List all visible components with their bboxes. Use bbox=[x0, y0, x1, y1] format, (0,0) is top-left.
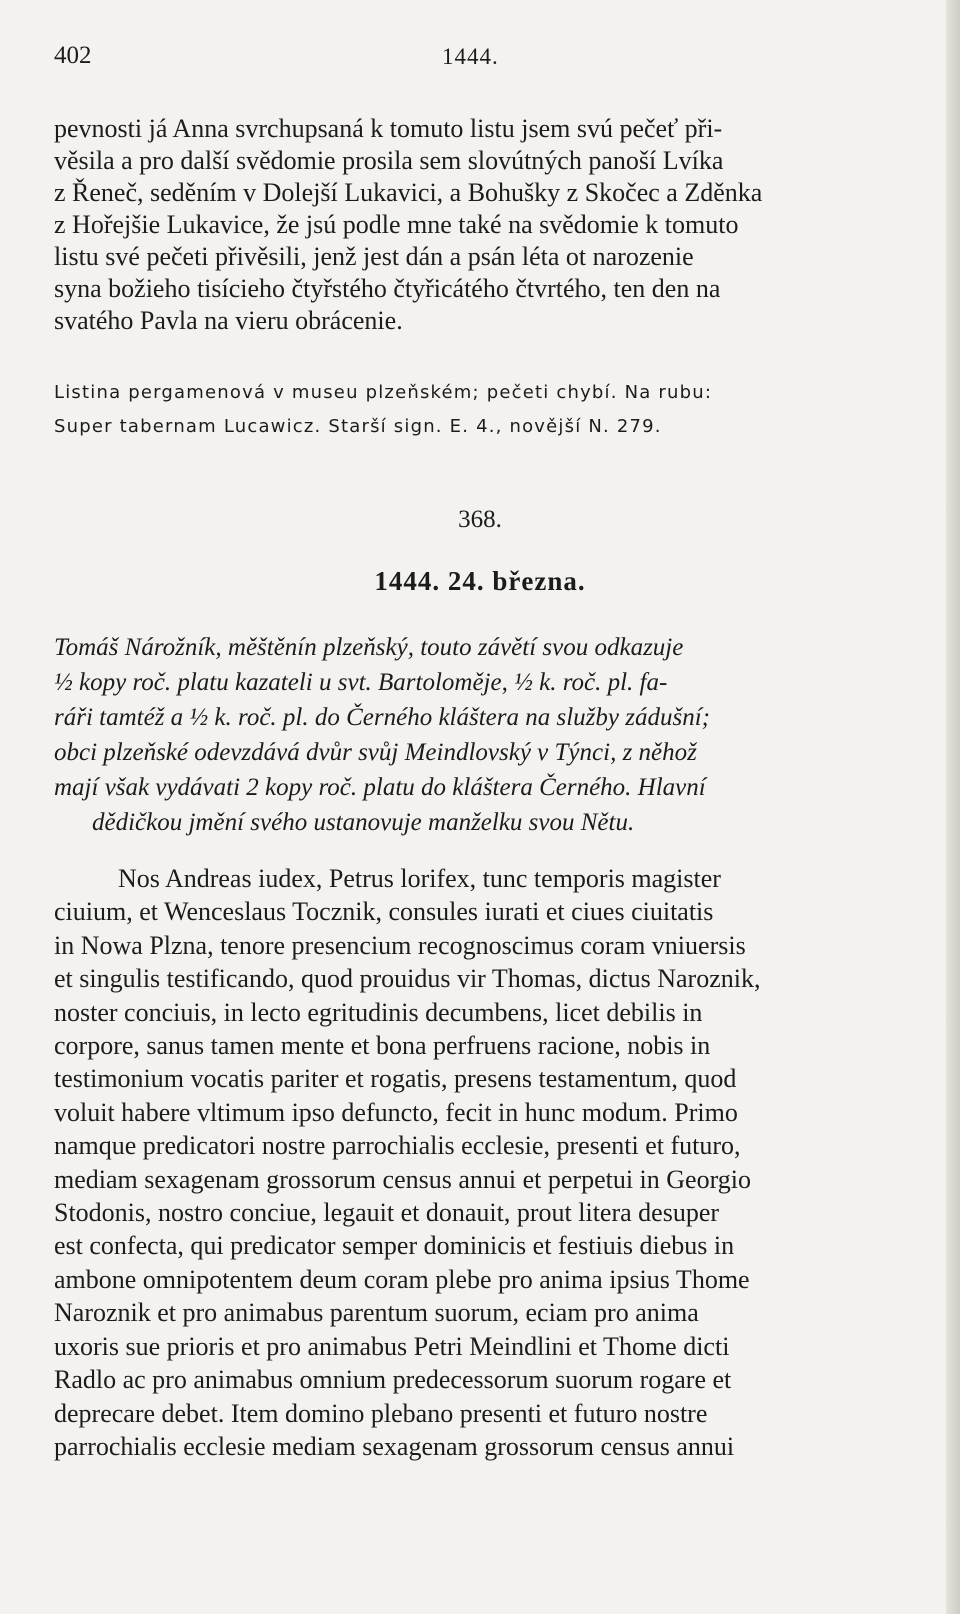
continued-paragraph bbox=[54, 113, 864, 337]
page-number: 402 bbox=[54, 42, 92, 69]
text-line: z Hořejšie Lukavice, že jsú podle mne také na svědomie k tomuto bbox=[54, 210, 739, 239]
regest-line: ½ kopy roč. platu kazateli u svt. Bartoloměje, ½ k. roč. pl. fa- bbox=[54, 669, 668, 696]
body-line: parrochialis ecclesie mediam sexagenam grossorum census annui bbox=[54, 1431, 735, 1461]
document-date: 1444. 24. března. bbox=[374, 566, 586, 596]
body-line: uxoris sue prioris et pro animabus Petri Meindlini et Thome dicti bbox=[54, 1331, 730, 1361]
page-header bbox=[54, 42, 849, 82]
body-line: et singulis testificando, quod prouidus vir Thomas, dictus Naroznik, bbox=[54, 964, 761, 994]
archival-note bbox=[54, 376, 864, 444]
body-line: est confecta, qui predicator semper dominicis et festiuis diebus in bbox=[54, 1231, 735, 1261]
document-number: 368. bbox=[458, 506, 502, 533]
body-line: Naroznik et pro animabus parentum suorum, eciam pro anima bbox=[54, 1298, 699, 1328]
page-edge-shadow bbox=[946, 0, 960, 1614]
body-line: Stodonis, nostro conciue, legauit et donauit, prout litera desuper bbox=[54, 1198, 720, 1228]
body-line: noster conciuis, in lecto egritudinis decumbens, licet debilis in bbox=[54, 997, 703, 1027]
body-line: namque predicatori nostre parrochialis ecclesie, presenti et futuro, bbox=[54, 1131, 741, 1161]
body-line: Nos Andreas iudex, Petrus lorifex, tunc temporis magister bbox=[118, 864, 721, 893]
text-line: pevnosti já Anna svrchupsaná k tomuto listu jsem svú pečeť při- bbox=[54, 114, 723, 143]
body-line: in Nowa Plzna, tenore presencium recognoscimus coram vniuersis bbox=[54, 930, 746, 960]
body-line: voluit habere vltimum ipso defuncto, fecit in hunc modum. Primo bbox=[54, 1097, 738, 1127]
body-line: deprecare debet. Item domino plebano presenti et futuro nostre bbox=[54, 1398, 708, 1428]
regest-line: mají však vydávati 2 kopy roč. platu do kláštera Černého. Hlavní bbox=[54, 774, 706, 801]
body-line: testimonium vocatis pariter et rogatis, presens testamentum, quod bbox=[54, 1064, 737, 1094]
text-line: listu své pečeti přivěsili, jenž jest dán a psán léta ot narozenie bbox=[54, 242, 694, 271]
body-line: corpore, sanus tamen mente et bona perfruens racione, nobis in bbox=[54, 1031, 711, 1061]
text-line: z Řeneč, seděním v Dolejší Lukavici, a Bohušky z Skočec a Zděnka bbox=[54, 178, 763, 207]
regest-line: Tomáš Nárožník, měštěnín plzeňský, touto závětí svou odkazuje bbox=[54, 634, 684, 661]
note-line: Listina pergamenová v museu plzeňském; pečeti chybí. Na rubu: bbox=[54, 382, 713, 403]
regest-summary bbox=[54, 630, 864, 840]
running-head-year: 1444. bbox=[442, 44, 499, 69]
body-line: Radlo ac pro animabus omnium predecessorum suorum rogare et bbox=[54, 1365, 732, 1395]
body-line: mediam sexagenam grossorum census annui et perpetui in Georgio bbox=[54, 1164, 752, 1194]
text-line: věsila a pro další svědomie prosila sem slovútných panoší Lvíka bbox=[54, 146, 724, 175]
regest-line: ráři tamtéž a ½ k. roč. pl. do Černého kláštera na služby zádušní; bbox=[54, 704, 710, 731]
regest-line: obci plzeňské odevzdává dvůr svůj Meindlovský v Týnci, z něhož bbox=[54, 739, 697, 766]
note-line: Super tabernam Lucawicz. Starší sign. E. 4., novější N. 279. bbox=[54, 416, 662, 437]
latin-charter-text bbox=[54, 862, 864, 1463]
regest-line: dědičkou jmění svého ustanovuje manželku svou Nětu. bbox=[92, 809, 635, 836]
text-line: svatého Pavla na vieru obrácenie. bbox=[54, 306, 403, 335]
text-line: syna božieho tisícieho čtyřstého čtyřicátého čtvrtého, ten den na bbox=[54, 274, 721, 303]
body-line: ambone omnipotentem deum coram plebe pro anima ipsius Thome bbox=[54, 1264, 750, 1294]
body-line: ciuium, et Wenceslaus Tocznik, consules iurati et ciues ciuitatis bbox=[54, 897, 714, 927]
